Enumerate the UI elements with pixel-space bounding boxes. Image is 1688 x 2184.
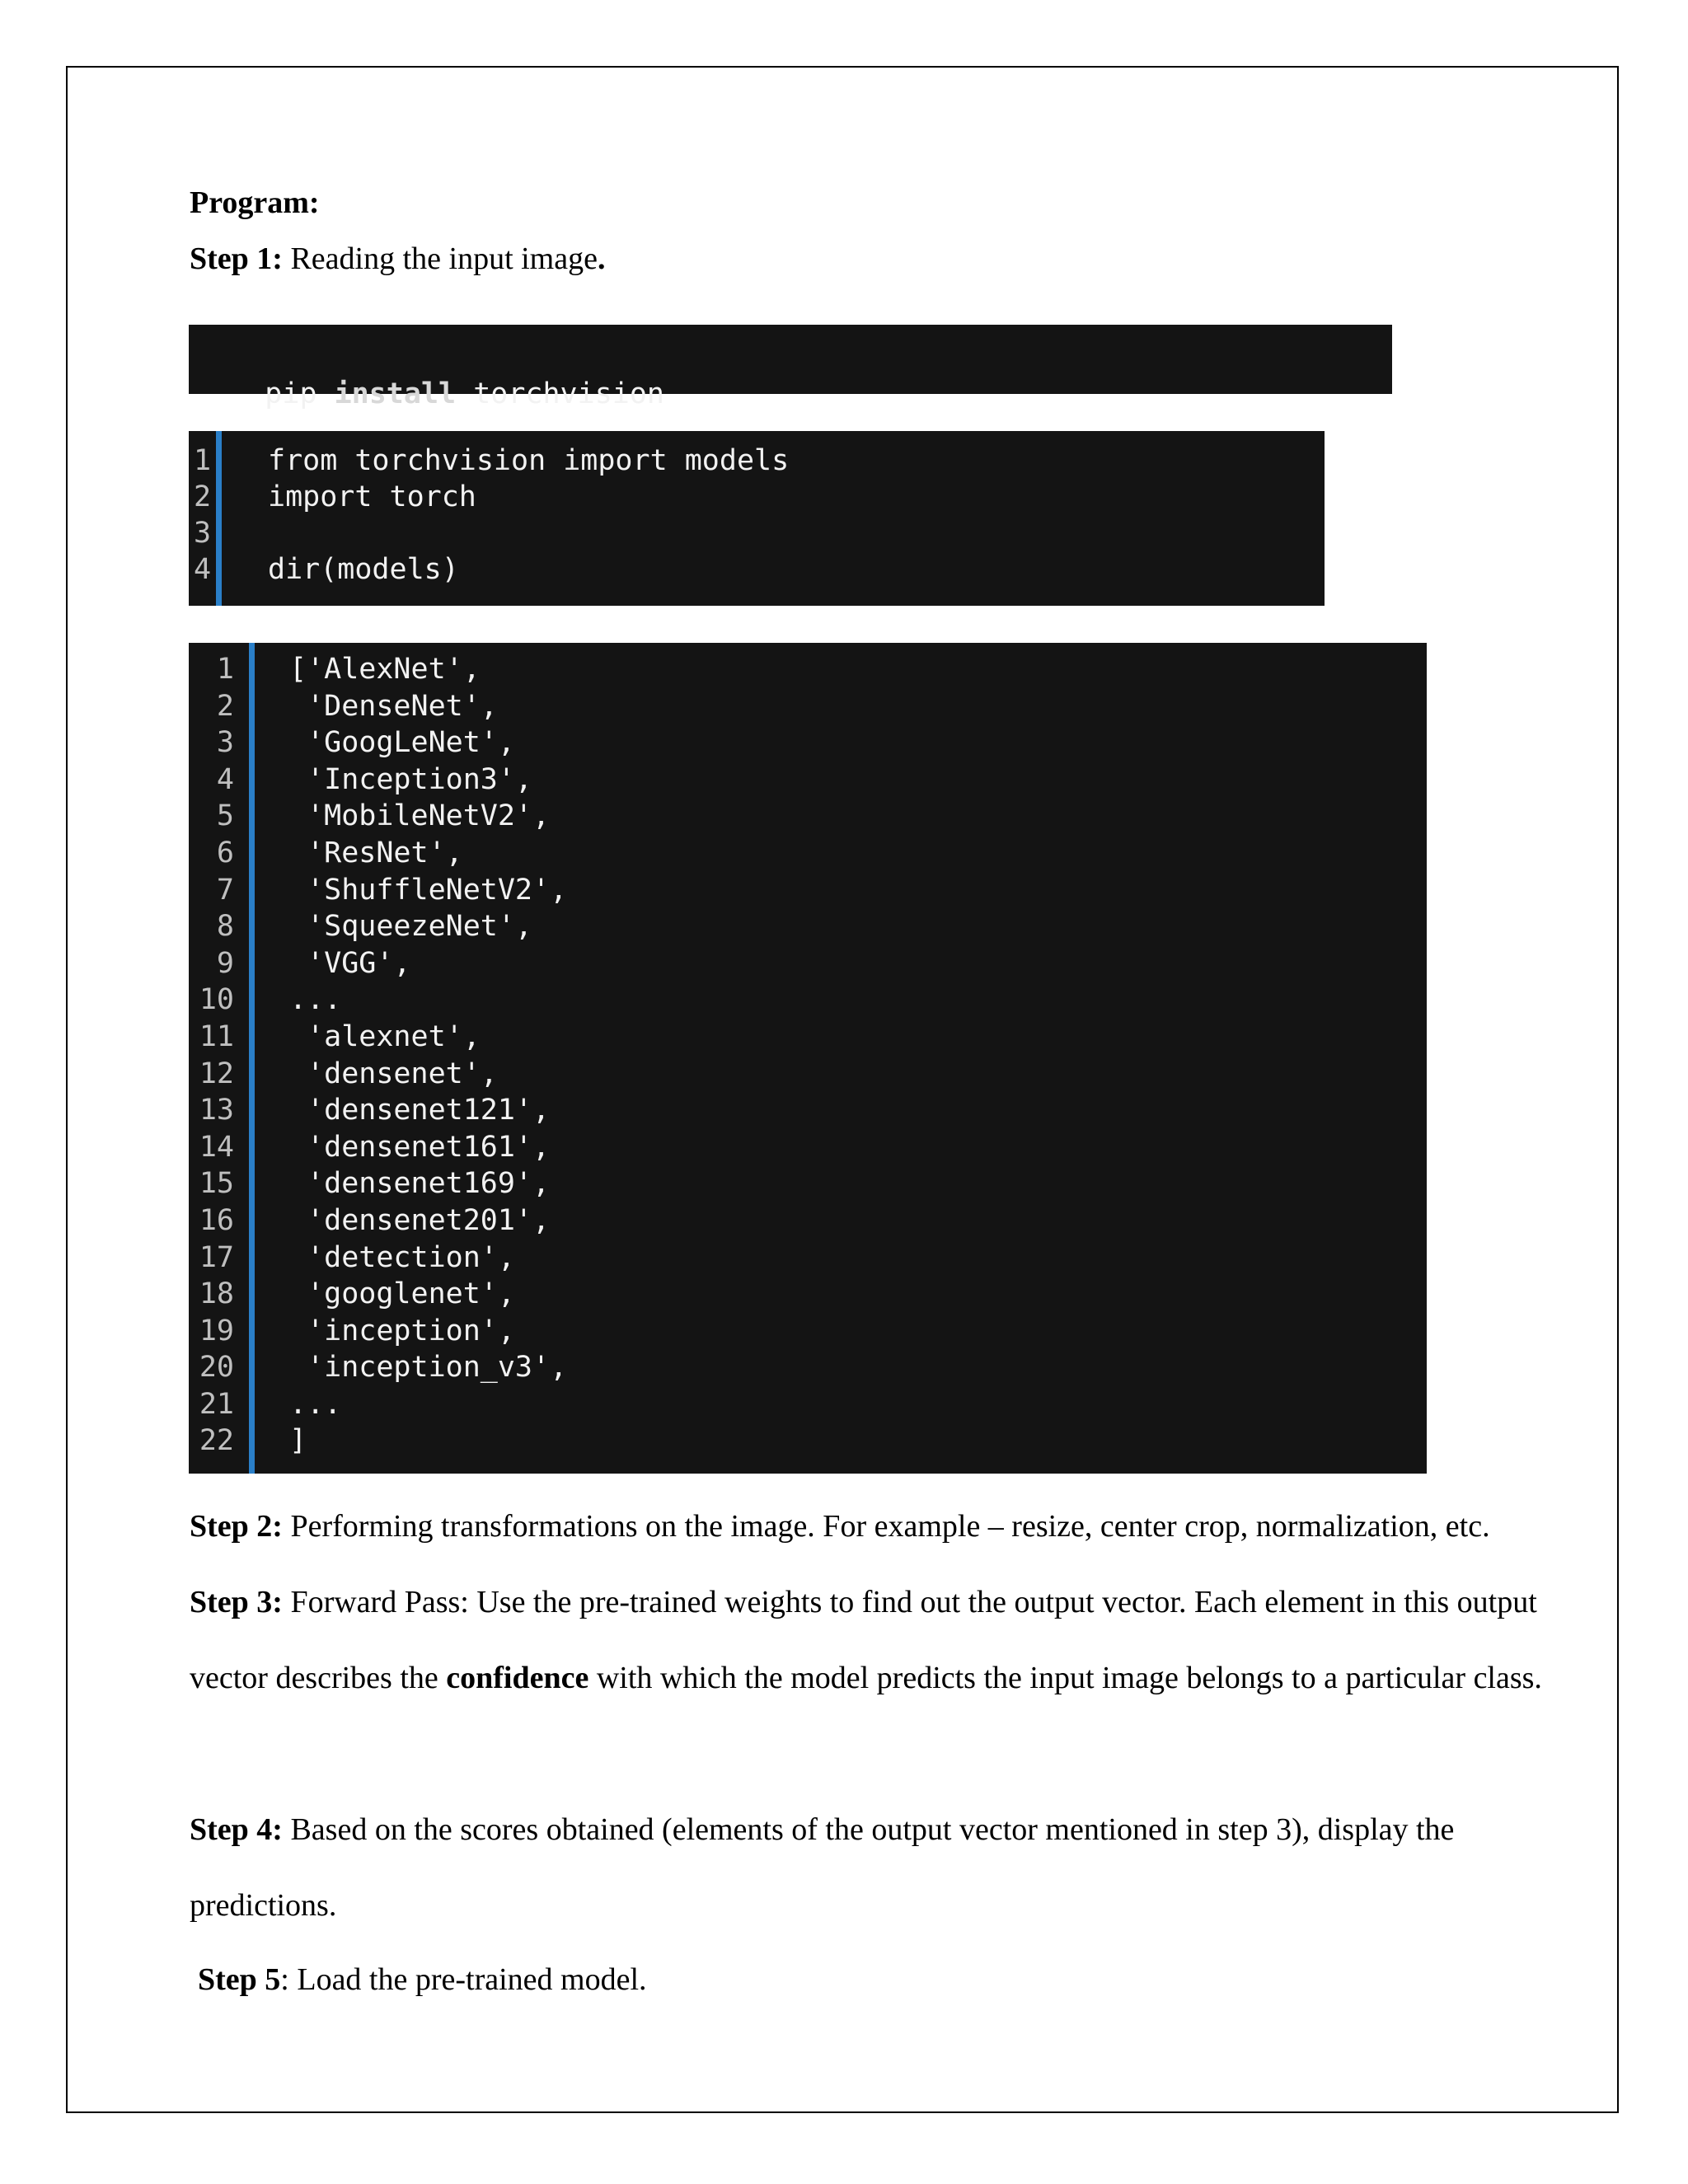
code-line: 'googlenet', xyxy=(289,1277,515,1311)
code-line: 'MobileNetV2', xyxy=(289,799,551,833)
code-lines xyxy=(268,443,789,588)
code-line: 'densenet', xyxy=(289,1057,498,1090)
step-1: Step 1: Reading the input image. xyxy=(190,241,606,276)
code-line: 'ResNet', xyxy=(289,836,463,869)
step-4-label: Step 4: xyxy=(190,1812,283,1847)
line-number: 11 xyxy=(199,1019,234,1053)
line-number: 5 xyxy=(216,799,234,833)
code-line: 'densenet121', xyxy=(289,1094,551,1127)
line-number-gutter xyxy=(189,643,255,1474)
line-number: 15 xyxy=(199,1167,234,1201)
line-number: 18 xyxy=(199,1277,234,1311)
line-number: 16 xyxy=(199,1203,234,1237)
code-line: ] xyxy=(289,1424,307,1458)
code-line: 'densenet169', xyxy=(289,1167,551,1201)
step-3-text: Forward Pass: Use the pre-trained weights to find out the output vector. Each element in this output vector describes the xyxy=(190,1585,1537,1695)
install-argument: torchvision xyxy=(473,377,664,410)
step-1-label: Step 1: xyxy=(190,241,283,276)
line-number: 9 xyxy=(216,946,234,980)
code-block-install xyxy=(189,325,1392,410)
code-line: 'densenet161', xyxy=(289,1130,551,1164)
code-line: 'GoogLeNet', xyxy=(289,726,515,760)
code-line xyxy=(268,515,789,551)
line-number: 17 xyxy=(199,1240,234,1274)
code-line: 'Inception3', xyxy=(289,762,533,796)
code-lines xyxy=(289,651,567,1460)
line-number: 13 xyxy=(199,1094,234,1127)
code-line: from torchvision import models xyxy=(268,444,790,477)
code-line: 'detection', xyxy=(289,1240,515,1274)
step-3 xyxy=(190,1564,1558,1716)
step-4 xyxy=(190,1792,1558,1943)
line-number: 10 xyxy=(199,983,234,1017)
line-number: 2 xyxy=(194,480,212,513)
step-5-text: : Load the pre-trained model. xyxy=(280,1962,647,1997)
step-2-label: Step 2: xyxy=(190,1509,283,1544)
code-line: ... xyxy=(289,983,342,1017)
step-5-label: Step 5 xyxy=(198,1962,281,1997)
code-line: 'DenseNet', xyxy=(289,689,498,723)
step-5 xyxy=(198,1961,647,1998)
code-line: dir(models) xyxy=(268,553,459,586)
code-line: 'SqueezeNet', xyxy=(289,910,533,944)
code-line: 'inception_v3', xyxy=(289,1351,568,1385)
install-keyword: install xyxy=(334,377,457,410)
line-number: 2 xyxy=(216,689,234,723)
line-number: 1 xyxy=(194,444,212,477)
line-number: 21 xyxy=(199,1387,234,1421)
line-number: 3 xyxy=(216,726,234,760)
line-number: 6 xyxy=(216,836,234,869)
step-3-text-cont: with which the model predicts the input image belongs to a particular class. xyxy=(588,1661,1542,1695)
code-line: 'densenet201', xyxy=(289,1203,551,1237)
line-number: 4 xyxy=(194,553,212,586)
code-line: 'inception', xyxy=(289,1314,515,1347)
step-2-text: Performing transformations on the image. For example – resize, center crop, normalization, etc. xyxy=(282,1509,1490,1544)
code-line: import torch xyxy=(268,480,476,513)
code-line: ['AlexNet', xyxy=(289,653,481,686)
step-4-text: Based on the scores obtained (elements of the output vector mentioned in step 3), display the predictions. xyxy=(190,1812,1455,1923)
line-number-gutter xyxy=(189,431,222,606)
step-2 xyxy=(190,1508,1490,1544)
code-block-imports xyxy=(189,431,1325,606)
code-line: 'alexnet', xyxy=(289,1019,481,1053)
line-number: 12 xyxy=(199,1057,234,1090)
step-3-label: Step 3: xyxy=(190,1585,283,1619)
line-number: 7 xyxy=(216,873,234,907)
confidence-term: confidence xyxy=(446,1661,589,1695)
code-block-output xyxy=(189,643,1427,1474)
code-line: ... xyxy=(289,1387,342,1421)
line-number: 22 xyxy=(199,1424,234,1458)
step-1-text: Reading the input image xyxy=(282,241,598,276)
line-number: 14 xyxy=(199,1130,234,1164)
line-number: 3 xyxy=(194,517,212,550)
code-line: 'VGG', xyxy=(289,946,411,980)
line-number: 8 xyxy=(216,910,234,944)
code-line: 'ShuffleNetV2', xyxy=(289,873,568,907)
program-heading: Program: xyxy=(190,185,320,220)
line-number: 19 xyxy=(199,1314,234,1347)
line-number: 4 xyxy=(216,762,234,796)
line-number: 20 xyxy=(199,1351,234,1385)
line-number: 1 xyxy=(216,653,234,686)
pip-command: pip xyxy=(265,377,317,410)
